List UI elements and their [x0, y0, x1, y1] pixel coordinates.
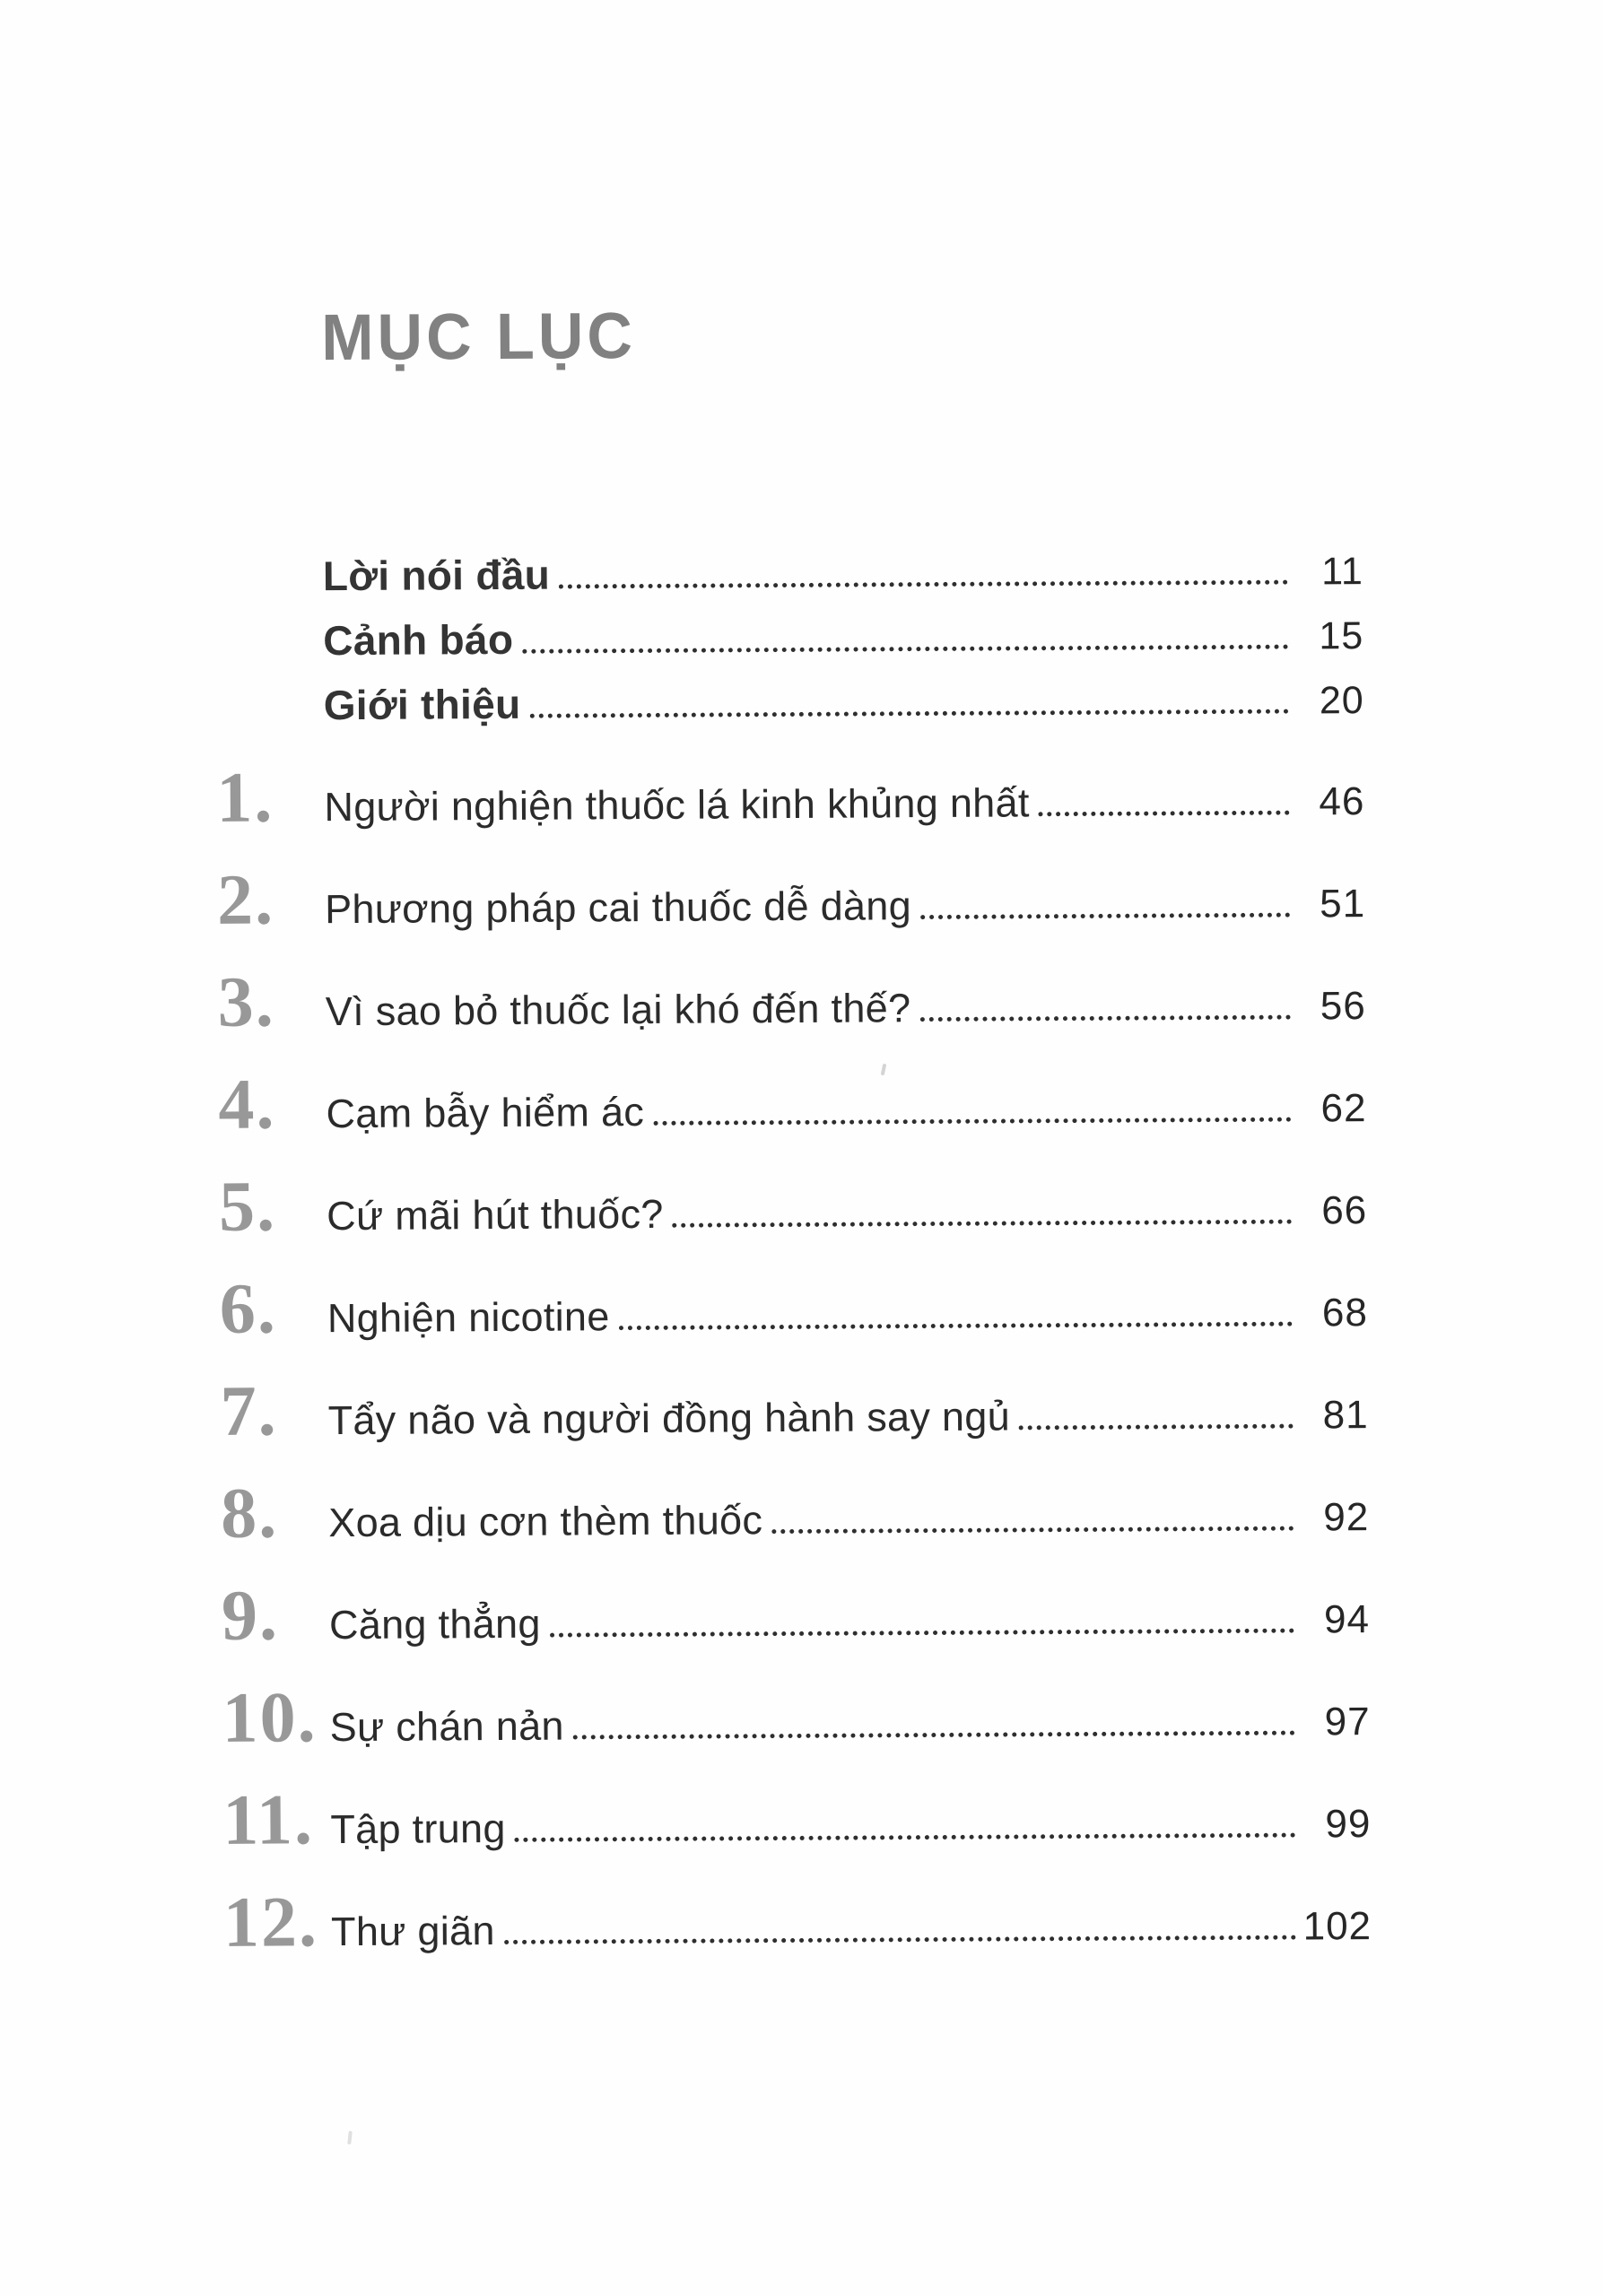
chapter-title: Vì sao bỏ thuốc lại khó đến thế? [325, 985, 911, 1035]
page-number: 94 [1323, 1597, 1371, 1642]
chapter-number: 2. [216, 860, 275, 940]
page-number: 56 [1320, 984, 1366, 1029]
chapter-number: 10. [222, 1678, 318, 1758]
page-number: 66 [1321, 1188, 1368, 1233]
dot-leader [515, 1833, 1296, 1842]
dot-leader [653, 1118, 1291, 1126]
chapter-title: Tập trung [330, 1805, 506, 1853]
page-number: 11 [1321, 550, 1363, 594]
page-title: MỤC LỤC [320, 299, 637, 374]
toc-row-chapter [222, 1671, 1371, 1780]
chapter-title: Người nghiện thuốc lá kinh khủng nhất [324, 779, 1030, 831]
page-number: 51 [1320, 882, 1366, 926]
page-number: 20 [1319, 679, 1364, 723]
chapter-number: 9. [221, 1576, 280, 1656]
toc-row-chapter [217, 955, 1366, 1065]
chapter-title: Thư giãn [330, 1908, 495, 1955]
front-matter-label: Giới thiệu [323, 680, 521, 729]
dot-leader [529, 709, 1288, 718]
page-number: 99 [1325, 1802, 1372, 1847]
page-number: 46 [1319, 779, 1365, 824]
dot-leader [771, 1526, 1294, 1535]
page-number: 62 [1320, 1086, 1367, 1131]
dot-leader [573, 1731, 1295, 1740]
page-number: 15 [1319, 614, 1364, 658]
page-number: 81 [1322, 1393, 1369, 1438]
toc-row-chapter [218, 1057, 1367, 1167]
dot-leader [919, 1015, 1290, 1022]
front-matter-list [323, 545, 1364, 745]
chapter-title: Sự chán nản [329, 1702, 564, 1751]
chapter-title: Nghiện nicotine [327, 1293, 610, 1342]
chapter-title: Tẩy não và người đồng hành say ngủ [327, 1393, 1011, 1444]
dot-leader [673, 1220, 1293, 1228]
toc-row-front [323, 545, 1363, 616]
dot-leader [619, 1322, 1293, 1331]
page-number: 97 [1324, 1700, 1371, 1744]
dot-leader [522, 645, 1288, 654]
chapter-title: Cạm bẫy hiểm ác [326, 1088, 645, 1137]
chapter-title: Phương pháp cai thuốc dễ dàng [324, 883, 912, 933]
table-of-contents [213, 300, 1372, 1985]
chapter-number: 5. [218, 1167, 277, 1247]
chapter-title: Xoa dịu cơn thèm thuốc [328, 1497, 763, 1546]
chapter-number: 12. [222, 1883, 319, 1962]
dot-leader [559, 580, 1288, 589]
toc-row-chapter [219, 1160, 1368, 1269]
chapter-title: Cứ mãi hút thuốc? [327, 1190, 664, 1239]
toc-row-chapter [221, 1466, 1370, 1576]
chapter-title: Căng thẳng [328, 1600, 541, 1648]
toc-row-front [324, 674, 1364, 745]
toc-row-chapter [216, 751, 1365, 860]
chapter-number: 1. [216, 758, 274, 838]
page-number: 68 [1321, 1291, 1369, 1335]
toc-row-chapter [220, 1262, 1369, 1371]
chapter-number: 4. [218, 1065, 276, 1144]
page-number: 102 [1302, 1904, 1372, 1949]
toc-row-chapter [223, 1875, 1372, 1985]
chapter-list [216, 751, 1372, 1985]
dot-leader [1019, 1424, 1294, 1431]
toc-row-chapter [217, 853, 1366, 962]
chapter-number: 7. [220, 1371, 278, 1451]
dot-leader [550, 1629, 1294, 1638]
chapter-number: 3. [217, 962, 276, 1042]
front-matter-label: Lời nói đầu [322, 551, 551, 600]
dot-leader [1039, 811, 1290, 817]
toc-row-chapter [222, 1569, 1371, 1678]
page-number: 92 [1323, 1495, 1370, 1540]
toc-row-chapter [220, 1364, 1369, 1474]
scan-speck [347, 2131, 353, 2144]
dot-leader [504, 1935, 1296, 1944]
dot-leader [920, 913, 1290, 920]
chapter-number: 8. [220, 1474, 279, 1553]
chapter-number: 11. [222, 1780, 315, 1860]
toc-row-front [323, 610, 1363, 681]
toc-row-chapter [222, 1773, 1372, 1883]
chapter-number: 6. [219, 1269, 278, 1349]
front-matter-label: Cảnh báo [323, 615, 514, 665]
